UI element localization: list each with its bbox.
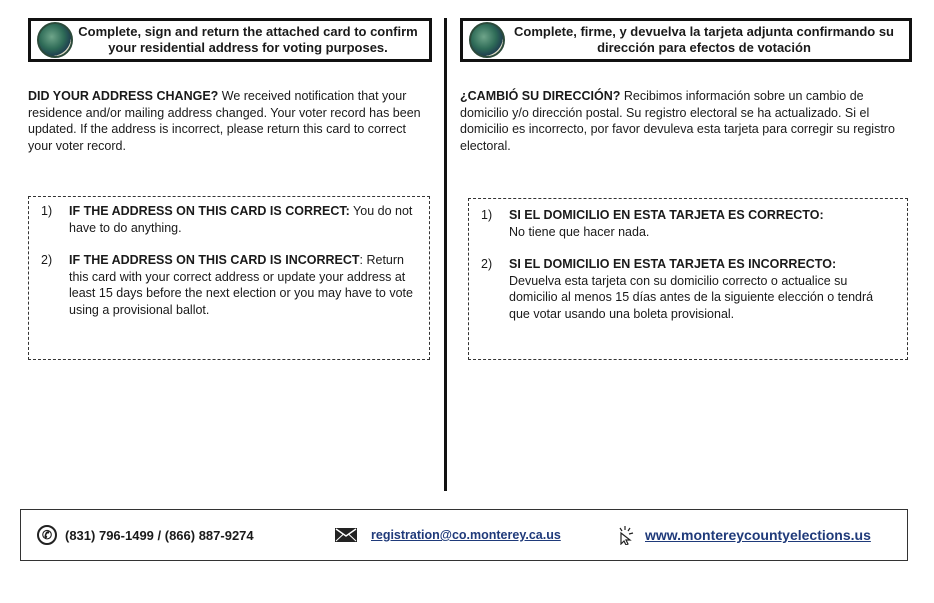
english-intro-text: We received notification that your residence and/or mailing address changed. Your voter record has been updated. If the address is incorrect, please return this card to correct your voter record. <box>28 89 421 153</box>
english-column <box>28 18 432 317</box>
cursor-click-icon <box>615 525 637 545</box>
spanish-header-box <box>460 18 912 62</box>
website-contact <box>615 510 871 560</box>
spanish-column <box>460 18 912 321</box>
county-seal-icon <box>469 22 505 58</box>
item-text: Devuelva esta tarjeta con su domicilio correcto o actualice su domicilio al menos 15 días antes de la siguiente elección o tendrá que votar usando una boleta provisional. <box>509 273 874 321</box>
item-heading: IF THE ADDRESS ON THIS CARD IS INCORRECT <box>69 253 360 267</box>
item-heading: SI EL DOMICILIO EN ESTA TARJETA ES CORRECTO: <box>509 208 824 222</box>
english-intro-heading: DID YOUR ADDRESS CHANGE? <box>28 89 219 103</box>
english-instruction-item <box>41 203 419 236</box>
item-number: 1) <box>41 204 53 218</box>
item-heading: SI EL DOMICILIO EN ESTA TARJETA ES INCORRECTO: <box>509 257 837 271</box>
contact-footer <box>20 509 908 561</box>
county-seal-icon <box>37 22 73 58</box>
column-divider <box>444 18 447 491</box>
spanish-intro <box>460 88 912 154</box>
email-link[interactable]: registration@co.monterey.ca.us <box>371 528 561 542</box>
phone-contact <box>37 510 254 560</box>
website-link[interactable]: www.montereycountyelections.us <box>645 527 871 543</box>
english-header-text: Complete, sign and return the attached card to confirm your residential address for voting purposes. <box>78 24 418 55</box>
item-body <box>69 203 419 236</box>
item-body <box>69 252 419 318</box>
item-text: You do not have to do anything. <box>69 204 413 235</box>
english-intro <box>28 88 432 154</box>
envelope-icon <box>335 528 357 542</box>
item-text: No tiene que hacer nada. <box>509 224 650 239</box>
item-text: : Return this card with your correct address or update your address at least 15 days before the next election or you may have to vote using a provisional ballot. <box>69 253 413 317</box>
english-header-box <box>28 18 432 62</box>
spanish-instruction-item <box>481 256 897 322</box>
spanish-instruction-item <box>481 207 897 240</box>
item-body <box>509 256 897 322</box>
phone-numbers: (831) 796-1499 / (866) 887-9274 <box>65 527 254 543</box>
item-body <box>509 207 824 240</box>
english-instruction-item <box>41 252 419 318</box>
spanish-header-text: Complete, firme, y devuelva la tarjeta adjunta confirmando su dirección para efectos de votación <box>514 24 894 55</box>
spanish-instructions-box <box>468 198 908 360</box>
item-number: 2) <box>481 257 493 271</box>
item-number: 1) <box>481 208 493 222</box>
item-number: 2) <box>41 253 53 267</box>
spanish-intro-heading: ¿CAMBIÓ SU DIRECCIÓN? <box>460 89 621 103</box>
spanish-intro-text: Recibimos información sobre un cambio de domicilio y/o dirección postal. Su registro electoral se ha actualizado. Si el domicilio es incorrecto, por favor devuleva esta tarjeta para corregir su registro electoral. <box>460 89 895 153</box>
item-heading: IF THE ADDRESS ON THIS CARD IS CORRECT: <box>69 204 350 218</box>
email-contact <box>335 510 561 560</box>
english-instructions-box <box>28 196 430 360</box>
phone-icon: ✆ <box>37 525 57 545</box>
